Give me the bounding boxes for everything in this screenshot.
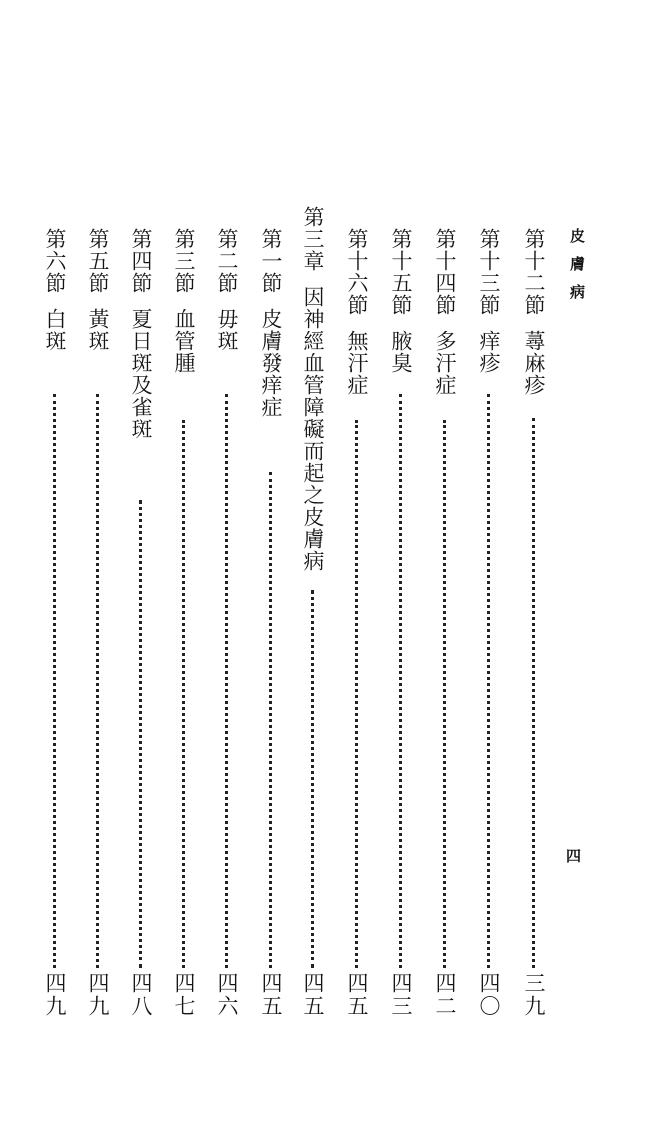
- page-number: 四: [566, 847, 582, 865]
- toc-entry: [432, 228, 458, 1024]
- toc-entry-label: 第二節: [215, 228, 239, 294]
- dot-leader: [182, 420, 185, 968]
- toc-entry-label: 第十六節: [345, 228, 369, 316]
- running-head: 皮膚病: [568, 228, 586, 312]
- toc-entry-page: 四六: [215, 972, 239, 1018]
- toc-entry: [85, 228, 111, 1024]
- dot-leader: [532, 418, 535, 968]
- toc-entry-page: 四九: [86, 972, 110, 1018]
- toc-entry-label: 第三節: [172, 228, 196, 294]
- toc-entry-title: 血管腫: [172, 308, 196, 374]
- toc-entry-page: 四五: [259, 972, 283, 1018]
- dot-leader: [399, 394, 402, 968]
- toc-entry-title: 皮膚發痒症: [259, 308, 283, 418]
- toc-entry-title: 腋臭: [389, 330, 413, 374]
- toc-chapter-title: 因神經血管障礙而起之皮膚病: [301, 286, 325, 572]
- toc-entry: [344, 228, 370, 1024]
- toc-entry-page: 四七: [172, 972, 196, 1018]
- toc-entry-page: 四五: [345, 972, 369, 1018]
- toc-entry-label: 第一節: [259, 228, 283, 294]
- dot-leader: [139, 500, 142, 968]
- toc-entry: [42, 228, 68, 1024]
- dot-leader: [269, 472, 272, 968]
- toc-entry-title: 多汗症: [433, 330, 457, 396]
- dot-leader: [355, 420, 358, 968]
- toc-entry-title: 痒疹: [477, 330, 501, 374]
- toc-entry-page: 三九: [522, 972, 546, 1018]
- toc-entry-title: 無汗症: [345, 330, 369, 396]
- toc-entry: [258, 228, 284, 1024]
- toc-entry-label: 第六節: [43, 228, 67, 294]
- toc-entry-label: 第五節: [86, 228, 110, 294]
- toc-chapter-label: 第三章: [301, 206, 325, 272]
- toc-entry-title: 白斑: [43, 308, 67, 352]
- toc-entry-page: 四八: [129, 972, 153, 1018]
- dot-leader: [53, 394, 56, 968]
- toc-chapter-entry: [300, 206, 326, 1018]
- toc-entry: [388, 228, 414, 1024]
- toc-entry-title: 夏日斑及雀斑: [129, 308, 153, 440]
- dot-leader: [311, 590, 314, 968]
- toc-entry-page: 四九: [43, 972, 67, 1018]
- dot-leader: [443, 420, 446, 968]
- toc-entry-page: 四三: [389, 972, 413, 1018]
- dot-leader: [225, 394, 228, 968]
- dot-leader: [96, 394, 99, 968]
- toc-entry-title: 毋斑: [215, 308, 239, 352]
- toc-entry-label: 第十二節: [522, 228, 546, 316]
- toc-entry-label: 第十五節: [389, 228, 413, 316]
- toc-entry: [214, 228, 240, 1024]
- toc-entry: [171, 228, 197, 1024]
- toc-entry-label: 第十三節: [477, 228, 501, 316]
- toc-entry-page: 四五: [301, 972, 325, 1018]
- toc-entry-label: 第十四節: [433, 228, 457, 316]
- toc-entry: [476, 228, 502, 1024]
- toc-entry-title: 黃斑: [86, 308, 110, 352]
- toc-entry-page: 四〇: [477, 972, 501, 1018]
- toc-entry-label: 第四節: [129, 228, 153, 294]
- dot-leader: [487, 394, 490, 968]
- toc-entry-page: 四二: [433, 972, 457, 1018]
- toc-entry: [128, 228, 154, 1024]
- toc-entry-title: 蕁麻疹: [522, 330, 546, 396]
- toc-entry: [521, 228, 547, 1024]
